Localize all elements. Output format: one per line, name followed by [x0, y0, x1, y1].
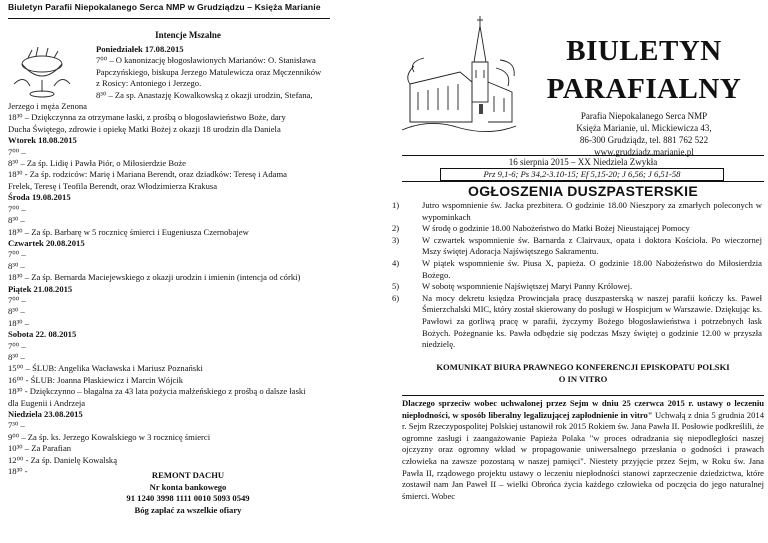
- intencje-day-heading: Poniedziałek 17.08.2015: [96, 44, 184, 54]
- intencje-line: 16⁰⁰ - ŚLUB: Joanna Płaskiewicz i Marcin Wójcik: [8, 374, 183, 385]
- komunikat-text: Uchwałą z dnia 5 grudnia 2014 r. Sejm Rzeczypospolitej Polskiej ustanowił rok 2015 Rokiem św. Jana Pawła II. Posłowie podkreślili, że ogromne zasługi i zaangażowanie Papieża Polaka "w proces odradzania się niepodległości naszej ojczyzny oraz ogromny wkład w propagowanie uniwersalnego przesłania o godności i prawach człowieka na zawsze pozostaną w naszej pamięci". Niestety przyjęcie przez Sejm, w Roku św. Jana Pawła II, rządowego projektu ustawy o leczeniu niepłodności stanowi zaprzeczenie dziedzictwa, które zostawił nam Jan Paweł II – wielki Obrońca życia każdego człowieka od poczęcia do jego naturalnej śmierci. Wobec: [402, 409, 764, 501]
- intencje-line: 18³⁰ -: [8, 466, 28, 477]
- ogloszenie-number: 4): [392, 257, 400, 268]
- remont-box: [8, 470, 368, 516]
- ogloszenia-title: OGŁOSZENIA DUSZPASTERSKIE: [402, 181, 764, 199]
- intencje-day-heading: Czwartek 20.08.2015: [8, 237, 85, 248]
- intencje-line: Frelek, Teresę i Teofila Berendt, oraz Włodzimierza Krakusa: [8, 180, 218, 191]
- komunikat-title-line1: KOMUNIKAT BIURA PRAWNEGO KONFERENCJI EPISKOPATU POLSKI: [436, 362, 730, 372]
- intencje-line: 7⁰⁰ –: [8, 203, 26, 214]
- church-illustration: [400, 12, 518, 142]
- parish-address1: Księża Marianie, ul. Mickiewicza 43,: [576, 123, 712, 133]
- bulletin-header: Biuletyn Parafii Niepokalanego Serca NMP w Grudziądzu – Księża Marianie: [8, 2, 330, 19]
- intencje-line: 7⁰⁰ – O kanonizację błogosławionych Marianów: O. Stanisława: [96, 55, 316, 66]
- intencje-list: [8, 44, 368, 477]
- ogloszenie-text: W sobotę wspomnienie Najświętszej Maryi Panny Królowej.: [422, 281, 633, 292]
- masthead-title-line1: BIULETYN: [566, 35, 722, 67]
- ogloszenie-text: W środę o godzinie 18.00 Nabożeństwo do Matki Bożej Nieustającej Pomocy: [422, 223, 690, 234]
- intencje-day-heading: Niedziela 23.08.2015: [8, 409, 83, 419]
- intencje-line: 18³⁰ – Dziękczynna za otrzymane łaski, z prośbą o błogosławieństwo Boże, dary: [8, 112, 286, 123]
- intencje-line: 7⁰⁰ –: [8, 340, 26, 351]
- intencje-line: 7⁰⁰ –: [8, 146, 26, 157]
- intencje-line: z Rosicy: Antoniego i Jerzego.: [96, 78, 202, 89]
- intencje-line: 18³⁰ - Dziękczynno – błagalna za 43 lata pożycia małżeńskiego z prośbą o dalsze łaski: [8, 386, 306, 397]
- ogloszenie-item: [392, 293, 762, 351]
- intencje-title: Intencje Mszalne: [155, 30, 221, 40]
- intencje-line: 15⁰⁰ – ŚLUB: Angelika Wacławska i Mariusz Poznański: [8, 363, 203, 374]
- ogloszenie-number: 6): [392, 292, 400, 303]
- intencje-line: 8³⁰ –: [8, 215, 25, 226]
- intencje-line: 12⁰⁰ - Za śp. Danielę Kowalską: [8, 454, 118, 465]
- intencje-line: dla Eugenii i Andrzeja: [8, 397, 86, 408]
- komunikat-bold-intro: Dlaczego sprzeciw wobec uchwalonej przez Sejm w dniu 25 czerwca 2015 r. ustawy o leczeniu niepłodności, w sposób liberalny legalizującej zapłodnienie in vitro": [402, 398, 764, 420]
- intencje-line: Ducha Świętego, zdrowie i opiekę Matki Bożej z okazji 18 urodzin dla Daniela: [8, 123, 281, 134]
- ogloszenie-item: [392, 281, 762, 293]
- readings: Prz 9,1-6; Ps 34,2-3.10-15; Ef 5,15-20; J 6,56; J 6,51-58: [440, 168, 724, 181]
- intencje-line: 8³⁰ –: [8, 260, 25, 271]
- remont-thanks: Bóg zapłać za wszelkie ofiary: [134, 504, 242, 515]
- intencje-line: 18³⁰ – Za śp. Barbarę w 5 rocznicę śmierci i Eugeniusza Czernobajew: [8, 226, 249, 237]
- intencje-line: 18³⁰ - Za śp. rodziców: Marię i Mariana Berendt, oraz dziadków: Teresę i Adama: [8, 169, 287, 180]
- ogloszenie-item: [392, 235, 762, 258]
- intencje-line: 7³⁰ –: [8, 420, 25, 431]
- ogloszenie-text: Jutro wspomnienie św. Jacka prezbitera. O godzinie 18.00 Nieszpory za zmarłych poleconych w wypominkach: [422, 200, 762, 222]
- komunikat-body: [402, 395, 764, 502]
- intencje-line: 9⁰⁰ – Za śp. ks. Jerzego Kowalskiego w 3 rocznicę śmierci: [8, 431, 211, 442]
- komunikat-title-line2: O IN VITRO: [558, 373, 608, 384]
- ogloszenie-text: W czwartek wspomnienie św. Barnarda z Clairvaux, opata i doktora Kościoła. Po wieczornej Mszy świętej Adoracja Najświętszego Sakramentu.: [422, 234, 762, 257]
- date-line: 16 sierpnia 2015 – XX Niedziela Zwykła: [402, 155, 764, 167]
- ogloszenie-item: [392, 223, 762, 235]
- ogloszenie-number: 1): [392, 200, 400, 210]
- intencje-line: 10³⁰ – Za Parafian: [8, 443, 72, 454]
- ogloszenie-number: 2): [392, 223, 400, 234]
- intencje-day-heading: Wtorek 18.08.2015: [8, 135, 77, 146]
- intencje-line: 8³⁰ –: [8, 306, 25, 317]
- intencje-line: Jerzego i męża Zenona: [8, 101, 87, 112]
- intencje-line: 18³⁰ –: [8, 317, 30, 328]
- intencje-line: 8³⁰ –: [8, 351, 25, 362]
- intencje-line: 7⁰⁰ –: [8, 249, 26, 260]
- ogloszenia-list: [392, 200, 762, 351]
- remont-title: REMONT DACHU: [151, 470, 225, 480]
- masthead-title: [528, 32, 760, 108]
- intencje-line: 8³⁰ – Za śp. Lidię i Pawła Piór, o Miłosierdzie Boże: [8, 158, 186, 169]
- intencje-line: Papczyńskiego, biskupa Jerzego Matulewicza oraz Męczenników: [96, 66, 322, 77]
- parish-name: Parafia Niepokalanego Serca NMP: [580, 111, 708, 121]
- parish-website[interactable]: www.grudziadz.marianie.pl: [594, 147, 694, 157]
- intencje-day-heading: Piątek 21.08.2015: [8, 283, 73, 294]
- intencje-line: 8³⁰ – Za sp. Anastazję Kowalkowską z okazji urodzin, Stefana,: [96, 89, 313, 100]
- parish-address2: 86-300 Grudziądz, tel. 881 762 522: [579, 135, 709, 145]
- komunikat-title: [402, 362, 764, 385]
- intencje-day-heading: Środa 19.08.2015: [8, 192, 71, 203]
- remont-account-number: 91 1240 3998 1111 0010 5093 0549: [126, 493, 250, 503]
- ogloszenie-text: W piątek wspomnienie św. Piusa X, papieża. O godzinie 18.00 Nabożeństwo do Miłosierdzia Bożego.: [422, 257, 762, 280]
- ogloszenie-item: [392, 258, 762, 281]
- parish-info: [528, 110, 760, 158]
- ogloszenie-text: Na mocy dekretu księdza Prowincjała pracę duszpasterską w naszej parafii kończy ks. Paweł Śmierzchalski MIC, który został skierowany do posługi w Hospicjum w Warszawie. Dziękując ks. Pawłowi za gorliwą pracę w parafii, życzymy Bożego błogosławieństwa i potrzebnych łask Bożych. Pożegnanie ks. Pawła odbędzie się podczas Mszy świętej o godzinie 12.00 w przyszła niedzielę.: [422, 292, 762, 350]
- masthead-title-line2: PARAFIALNY: [546, 73, 742, 105]
- ogloszenie-number: 3): [392, 234, 400, 245]
- ogloszenie-item: [392, 200, 762, 223]
- intencje-line: 18³⁰ – Za śp. Bernarda Maciejewskiego z okazji urodzin i imienin (intencja od córki): [8, 272, 301, 283]
- intencje-line: 7⁰⁰ –: [8, 294, 26, 305]
- intencje-day-heading: Sobota 22. 08.2015: [8, 329, 77, 340]
- remont-account-label: Nr konta bankowego: [149, 481, 227, 492]
- ogloszenie-number: 5): [392, 281, 400, 292]
